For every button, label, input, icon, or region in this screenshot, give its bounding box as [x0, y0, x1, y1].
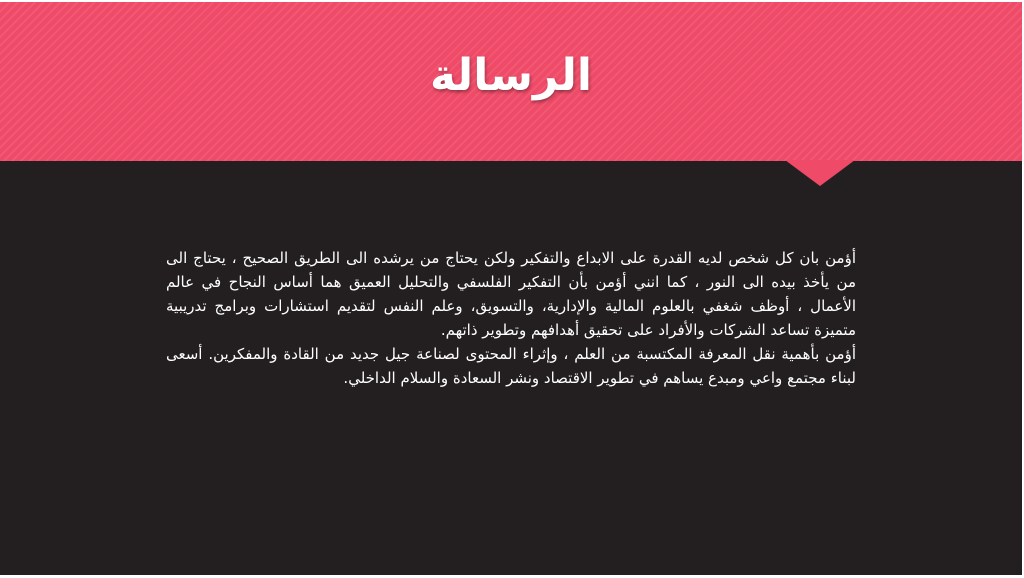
title-banner: [0, 2, 1022, 161]
paragraph-2: أؤمن بأهمية نقل المعرفة المكتسبة من العلم ، وإثراء المحتوى لصناعة جيل جديد من القادة والمفكرين. أسعى لبناء مجتمع واعي ومبدع يساهم في تطوير الاقتصاد ونشر السعادة والسلام الداخلي.: [166, 345, 856, 387]
body-text: [166, 246, 856, 390]
slide-title: الرسالة: [430, 50, 592, 101]
paragraph-1: أؤمن بان كل شخص لديه القدرة على الابداع والتفكير ولكن يحتاج من يرشده الى الطريق الصحيح ، يحتاج الى من يأخذ بيده الى النور ، كما انني أؤمن بأن التفكير الفلسفي والتحليل العميق هما أساس النجاح في عالم الأعمال ، أوظف شغفي بالعلوم المالية والإدارية، والتسويق، وعلم النفس لتقديم استشارات وبرامج تدريبية متميزة تساعد الشركات والأفراد على تحقيق أهدافهم وتطوير ذاتهم.: [166, 249, 856, 339]
banner-pointer: [785, 160, 855, 186]
